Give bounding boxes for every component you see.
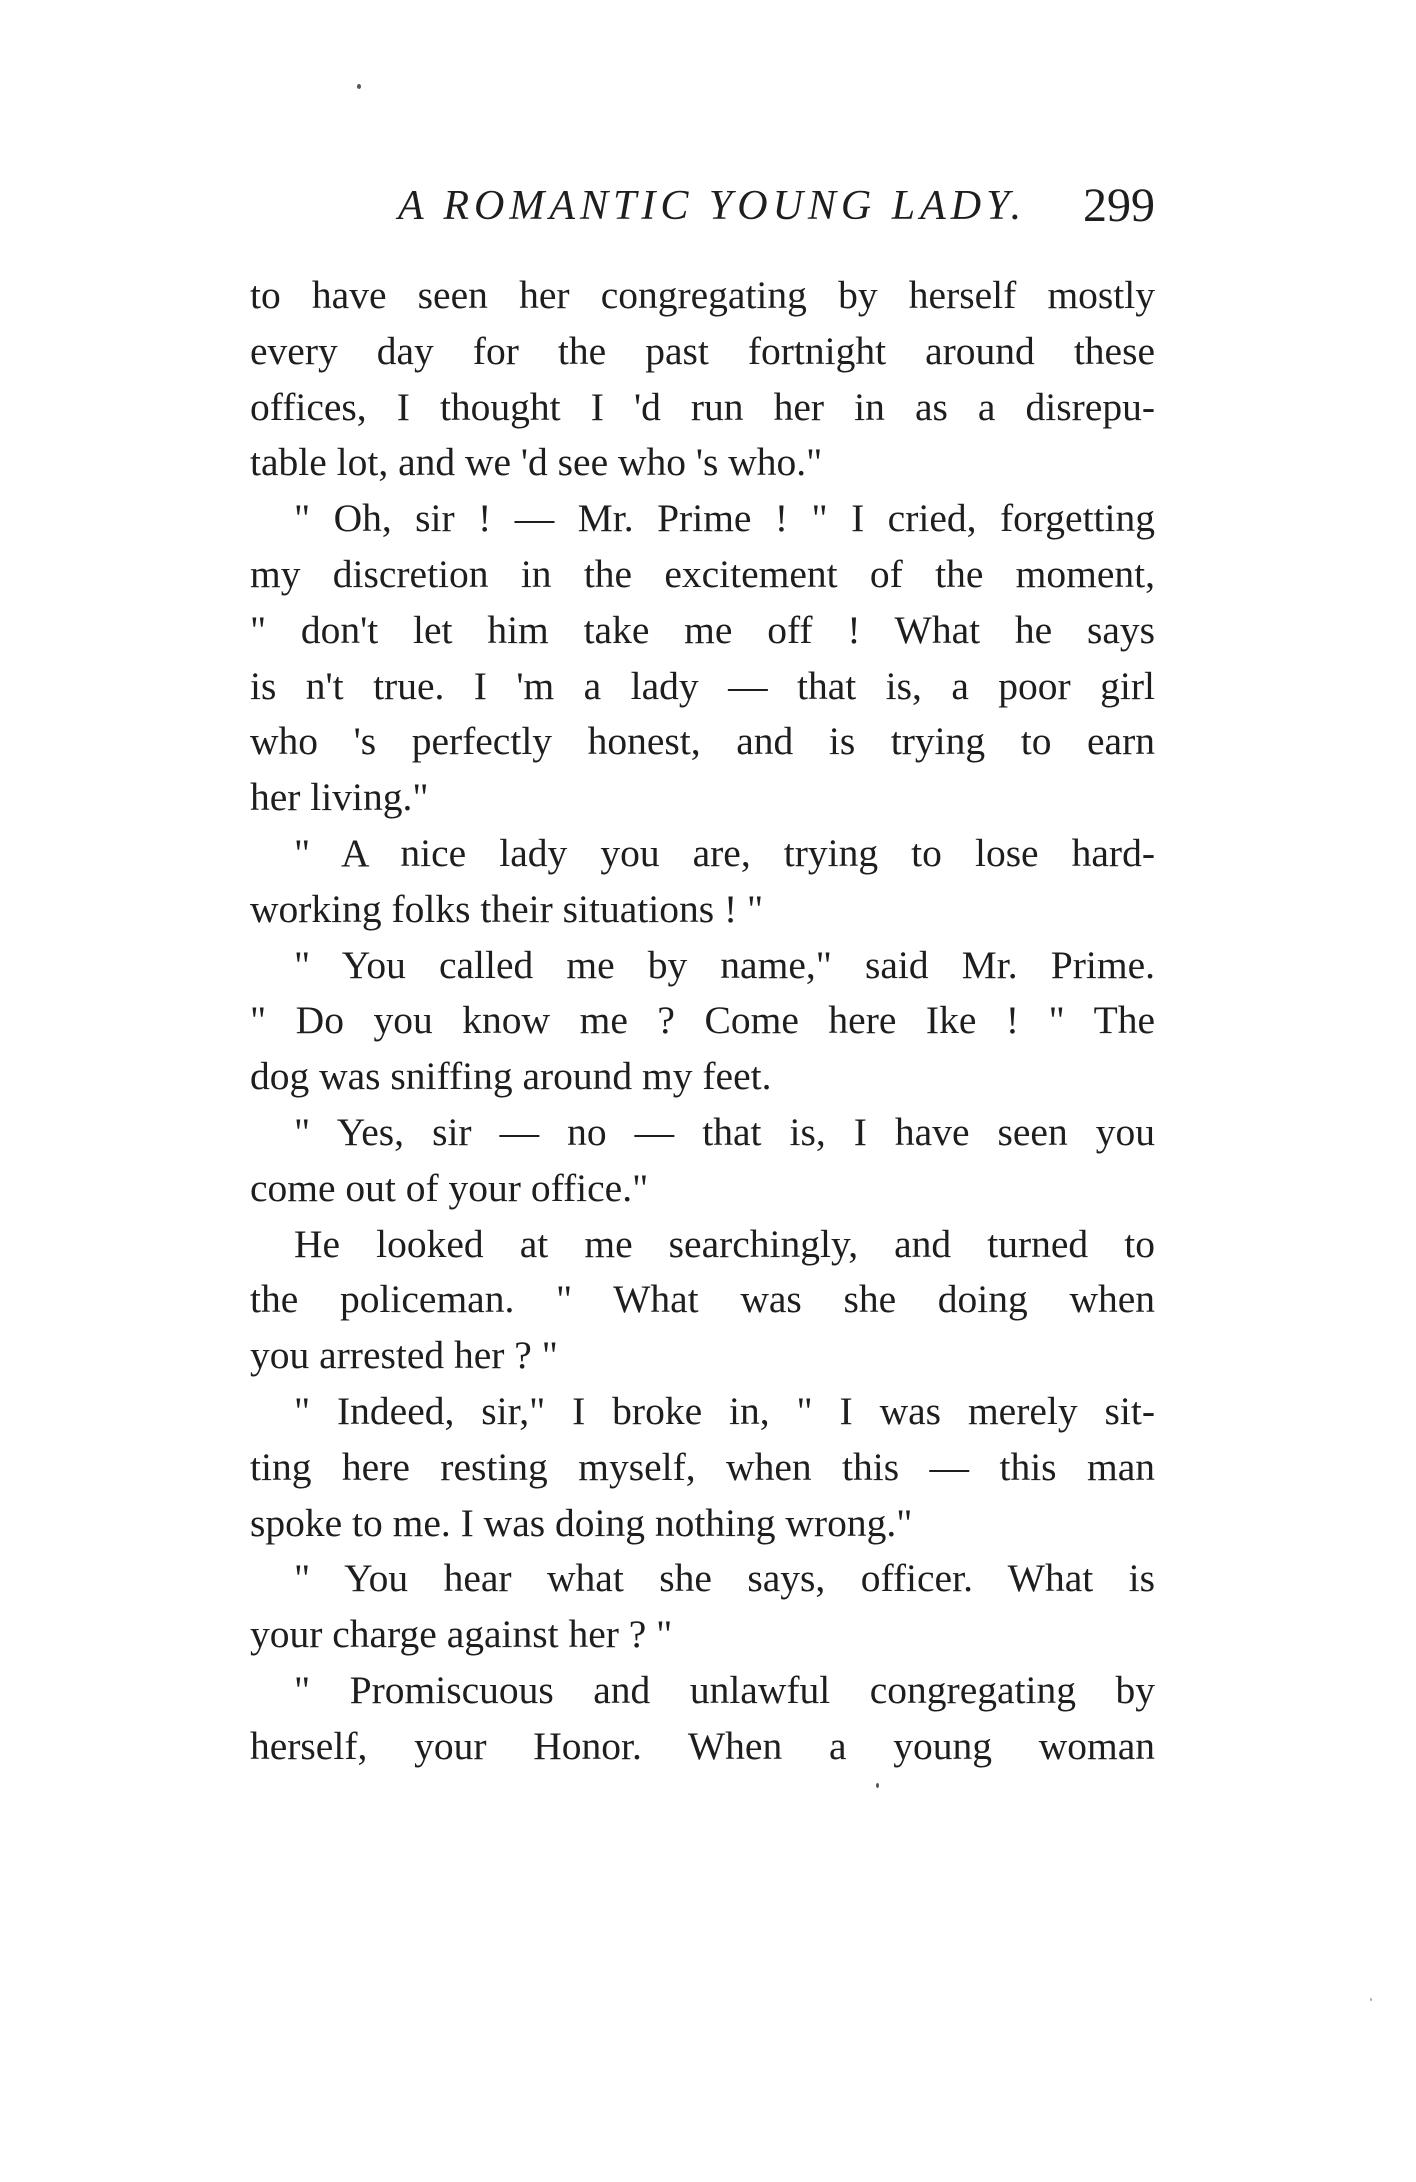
page-number: 299 bbox=[1083, 179, 1155, 232]
text-line: " A nice lady you are, trying to lose hard- bbox=[294, 830, 1155, 875]
text-line: table lot, and we 'd see who 's who." bbox=[250, 440, 823, 485]
text-line: you arrested her ? " bbox=[250, 1333, 558, 1378]
text-line: " You called me by name," said Mr. Prime. bbox=[294, 942, 1155, 987]
text-line: " Oh, sir ! — Mr. Prime ! " I cried, forgetting bbox=[294, 496, 1155, 541]
text-line: " You hear what she says, officer. What is bbox=[294, 1556, 1155, 1601]
text-line: her living." bbox=[250, 775, 429, 820]
running-title: A ROMANTIC YOUNG LADY. bbox=[398, 183, 1027, 229]
text-line: dog was sniffing around my feet. bbox=[250, 1054, 772, 1099]
text-line: is n't true. I 'm a lady — that is, a poor girl bbox=[250, 663, 1155, 708]
text-line: my discretion in the excitement of the moment, bbox=[250, 551, 1155, 596]
text-line: " Indeed, sir," I broke in, " I was merely sit- bbox=[294, 1388, 1155, 1433]
text-line: your charge against her ? " bbox=[250, 1612, 673, 1657]
text-line: to have seen her congregating by herself mostly bbox=[250, 273, 1155, 317]
text-line: working folks their situations ! " bbox=[250, 886, 764, 931]
page-header bbox=[250, 176, 1155, 236]
text-line: come out of your office." bbox=[250, 1165, 649, 1210]
text-line: herself, your Honor. When a young woman bbox=[250, 1723, 1155, 1768]
text-line: ting here resting myself, when this — this man bbox=[250, 1444, 1155, 1489]
text-line: " don't let him take me off ! What he says bbox=[250, 607, 1155, 652]
body-text bbox=[250, 268, 1155, 1775]
text-line: who 's perfectly honest, and is trying to earn bbox=[250, 719, 1155, 764]
ink-speck bbox=[876, 1783, 879, 1788]
text-line: every day for the past fortnight around these bbox=[250, 328, 1155, 373]
text-line: " Promiscuous and unlawful congregating by bbox=[294, 1667, 1155, 1712]
text-line: the policeman. " What was she doing when bbox=[250, 1277, 1155, 1322]
ink-speck bbox=[357, 84, 361, 89]
text-line: offices, I thought I 'd run her in as a disrepu- bbox=[250, 384, 1155, 429]
text-line: spoke to me. I was doing nothing wrong." bbox=[250, 1500, 913, 1545]
text-line: He looked at me searchingly, and turned to bbox=[294, 1221, 1155, 1266]
text-line: " Yes, sir — no — that is, I have seen you bbox=[294, 1109, 1155, 1154]
ink-speck bbox=[1370, 1998, 1372, 2001]
text-line: " Do you know me ? Come here Ike ! " The bbox=[250, 998, 1155, 1043]
